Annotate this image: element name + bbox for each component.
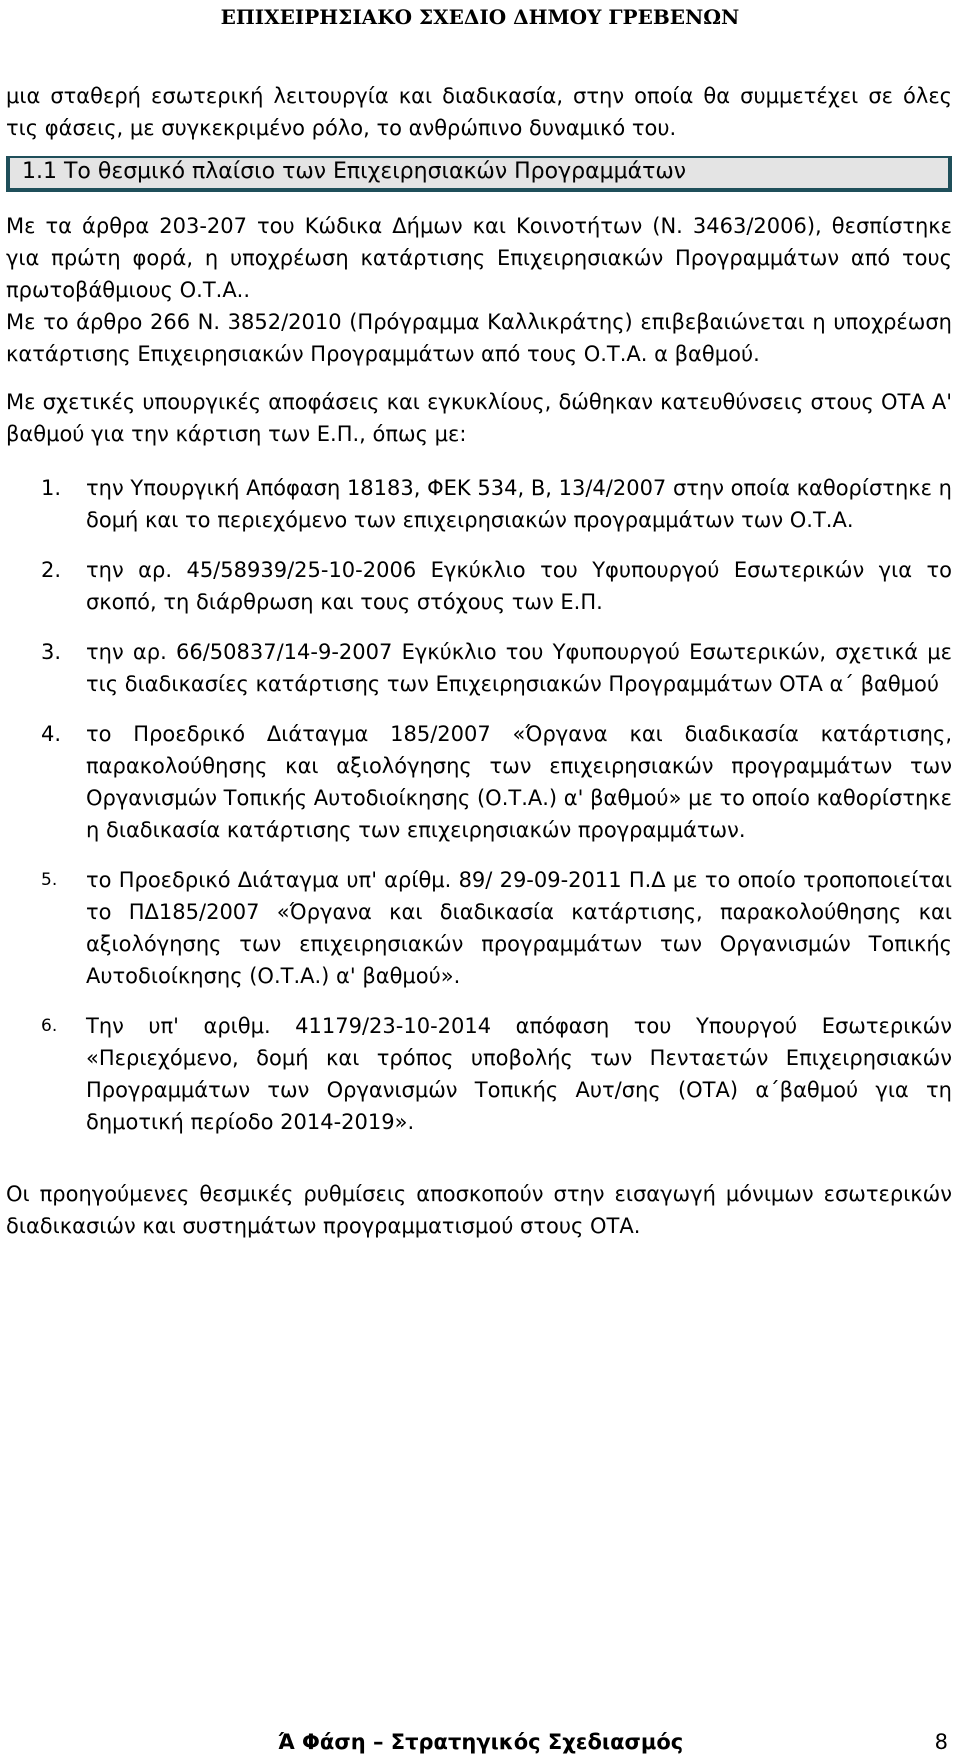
- intro-paragraph: μια σταθερή εσωτερική λειτουργία και διαδικασία, στην οποία θα συμμετέχει σε όλες τις φάσεις, με συγκεκριμένο ρόλο, το ανθρώπινο δυναμικό του.: [6, 84, 952, 140]
- document-title: ΕΠΙΧΕΙΡΗΣΙΑΚΟ ΣΧΕΔΙΟ ΔΗΜΟΥ ΓΡΕΒΕΝΩΝ: [220, 5, 740, 29]
- list-item-text: το Προεδρικό Διάταγμα υπ' αρίθμ. 89/ 29-09-2011 Π.Δ με το οποίο τροποποιείται το ΠΔ185/2007 «Όργανα και διαδικασία κατάρτισης, παρακολούθησης και αξιολόγησης των επιχειρησιακών προγραμμάτων των Οργανισμών Τοπικής Αυτοδιοίκησης (Ο.Τ.Α.) α' βαθμού».: [86, 868, 952, 988]
- list-item: [6, 864, 952, 992]
- legislation-list: [6, 472, 952, 1138]
- section-heading-text: 1.1 Το θεσμικό πλαίσιο των Επιχειρησιακών Προγραμμάτων: [22, 159, 687, 184]
- section-heading: [6, 156, 952, 192]
- paragraph-decisions: Με σχετικές υπουργικές αποφάσεις και εγκυκλίους, δώθηκαν κατευθύνσεις στους ΟΤΑ Α' βαθμού για την κάρτιση των Ε.Π., όπως με:: [6, 390, 952, 446]
- list-item-number: 2.: [41, 558, 62, 582]
- paragraph-kallikratis: Με το άρθρο 266 Ν. 3852/2010 (Πρόγραμμα Καλλικράτης) επιβεβαιώνεται η υποχρέωση κατάρτισης Επιχειρησιακών Προγραμμάτων από τους Ο.Τ.Α. α βαθμού.: [6, 310, 952, 366]
- page-number: 8: [934, 1730, 948, 1754]
- list-item: [6, 1010, 952, 1138]
- list-item-number: 3.: [41, 640, 62, 664]
- list-item-text: την αρ. 45/58939/25-10-2006 Εγκύκλιο του Υφυπουργού Εσωτερικών για το σκοπό, τη διάρθρωση και τους στόχους των Ε.Π.: [86, 558, 952, 614]
- list-item-text: την Υπουργική Απόφαση 18183, ΦΕΚ 534, Β, 13/4/2007 στην οποία καθορίστηκε η δομή και το περιεχόμενο των επιχειρησιακών προγραμμάτων των Ο.Τ.Α.: [86, 476, 952, 532]
- page-header: [0, 4, 960, 30]
- list-item-number: 5.: [41, 870, 58, 890]
- list-item: [6, 718, 952, 846]
- page-content: [6, 80, 952, 1242]
- list-item-text: το Προεδρικό Διάταγμα 185/2007 «Όργανα και διαδικασία κατάρτισης, παρακολούθησης και αξιολόγησης των επιχειρησιακών προγραμμάτων των Οργανισμών Τοπικής Αυτοδιοίκησης (Ο.Τ.Α.) α' βαθμού» με το οποίο καθορίστηκε η διαδικασία κατάρτισης των επιχειρησιακών προγραμμάτων.: [86, 722, 952, 842]
- closing-paragraph: Οι προηγούμενες θεσμικές ρυθμίσεις αποσκοπούν στην εισαγωγή μόνιμων εσωτερικών διαδικασιών και συστημάτων προγραμματισμού στους ΟΤΑ.: [6, 1182, 952, 1238]
- paragraph-legal-basis: Με τα άρθρα 203-207 του Κώδικα Δήμων και Κοινοτήτων (Ν. 3463/2006), θεσπίστηκε για πρώτη φορά, η υποχρέωση κατάρτισης Επιχειρησιακών Προγραμμάτων από τους πρωτοβάθμιους Ο.Τ.Α..: [6, 214, 952, 302]
- list-item-number: 1.: [41, 476, 62, 500]
- list-item-text: την αρ. 66/50837/14-9-2007 Εγκύκλιο του Υφυπουργού Εσωτερικών, σχετικά με τις διαδικασίες κατάρτισης των Επιχειρησιακών Προγραμμάτων ΟΤΑ α΄ βαθμού: [86, 640, 952, 696]
- list-item: [6, 554, 952, 618]
- list-item: [6, 636, 952, 700]
- list-item-text: Την υπ' αριθμ. 41179/23-10-2014 απόφαση του Υπουργού Εσωτερικών «Περιεχόμενο, δομή και τρόπος υποβολής των Πενταετών Επιχειρησιακών Προγραμμάτων των Οργανισμών Τοπικής Αυτ/σης (ΟΤΑ) α΄βαθμού για τη δημοτική περίοδο 2014-2019».: [86, 1014, 952, 1134]
- list-item: [6, 472, 952, 536]
- page-footer: [0, 1728, 960, 1756]
- list-item-number: 6.: [41, 1016, 58, 1036]
- footer-title: Ά Φάση – Στρατηγικός Σχεδιασμός: [278, 1730, 684, 1754]
- list-item-number: 4.: [41, 722, 62, 746]
